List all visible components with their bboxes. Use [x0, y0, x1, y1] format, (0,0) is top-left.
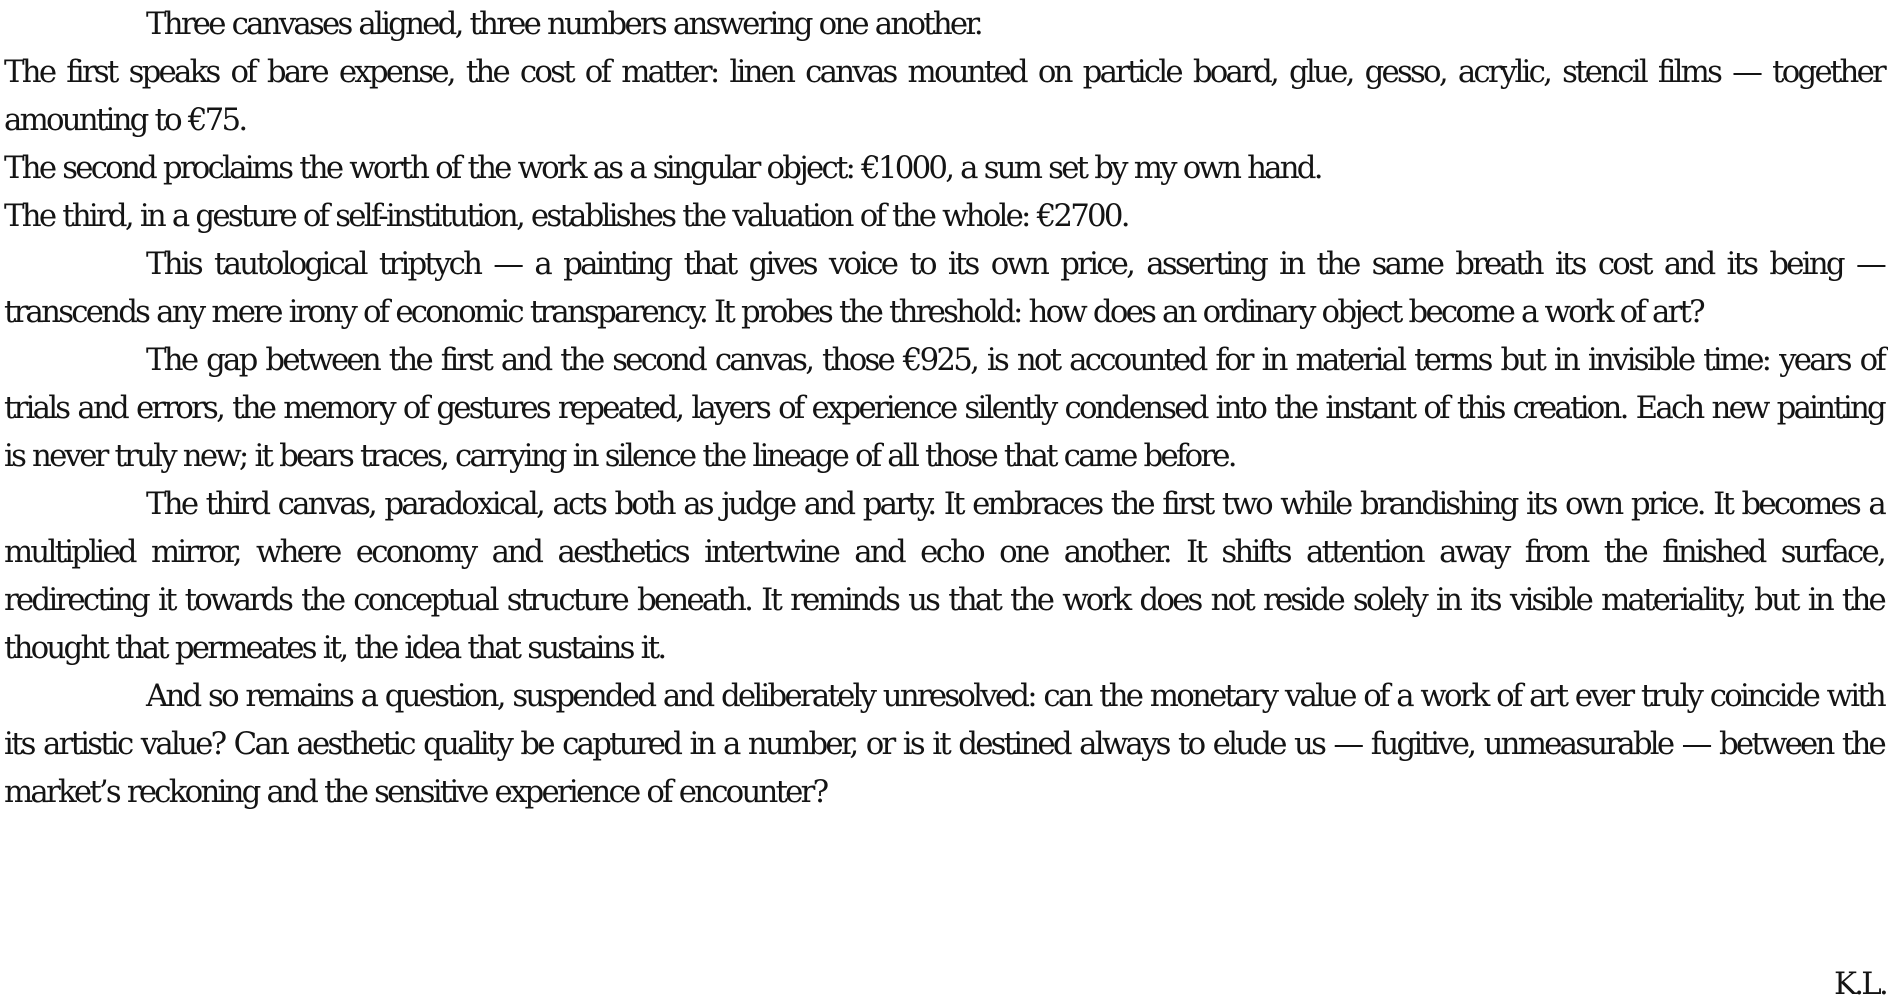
paragraph-opening: Three canvases aligned, three numbers answering one another.: [146, 6, 981, 42]
paragraph-triptych: This tautological triptych — a painting that gives voice to its own price, asserting in the same breath its cost and its being — transcends any mere irony of economic transparency. It probes the threshold: how does an ordinary object become a work of art?: [4, 246, 1884, 330]
paragraph-paradox: The third canvas, paradoxical, acts both as judge and party. It embraces the first two while brandishing its own price. It becomes a multiplied mirror, where economy and aesthetics intertwine and echo one another. It shifts attention away from the finished surface, redirecting it towards the conceptual structure beneath. It reminds us that the work does not reside solely in its visible materiality, but in the thought that permeates it, the idea that sustains it.: [4, 486, 1884, 666]
signature: K.L.: [1834, 966, 1886, 1002]
paragraph-gap: The gap between the first and the second canvas, those €925, is not accounted for in material terms but in invisible time: years of trials and errors, the memory of gestures repeated, layers of experience silently condensed into the instant of this creation. Each new painting is never truly new; it bears traces, carrying in silence the lineage of all those that came before.: [4, 342, 1884, 474]
paragraph-third-canvas: The third, in a gesture of self-institution, establishes the valuation of the whole: €2700.: [4, 198, 1128, 234]
paragraph-second-canvas: The second proclaims the worth of the work as a singular object: €1000, a sum set by my own hand.: [4, 150, 1321, 186]
paragraph-first-canvas: The first speaks of bare expense, the cost of matter: linen canvas mounted on particle board, glue, gesso, acrylic, stencil films — together amounting to €75.: [4, 54, 1884, 138]
paragraph-question: And so remains a question, suspended and deliberately unresolved: can the monetary value of a work of art ever truly coincide with its artistic value? Can aesthetic quality be captured in a number, or is it destined always to elude us — fugitive, unmeasurable — between the market’s reckoning and the sensitive experience of encounter?: [4, 678, 1884, 810]
document-body: [4, 0, 1884, 816]
